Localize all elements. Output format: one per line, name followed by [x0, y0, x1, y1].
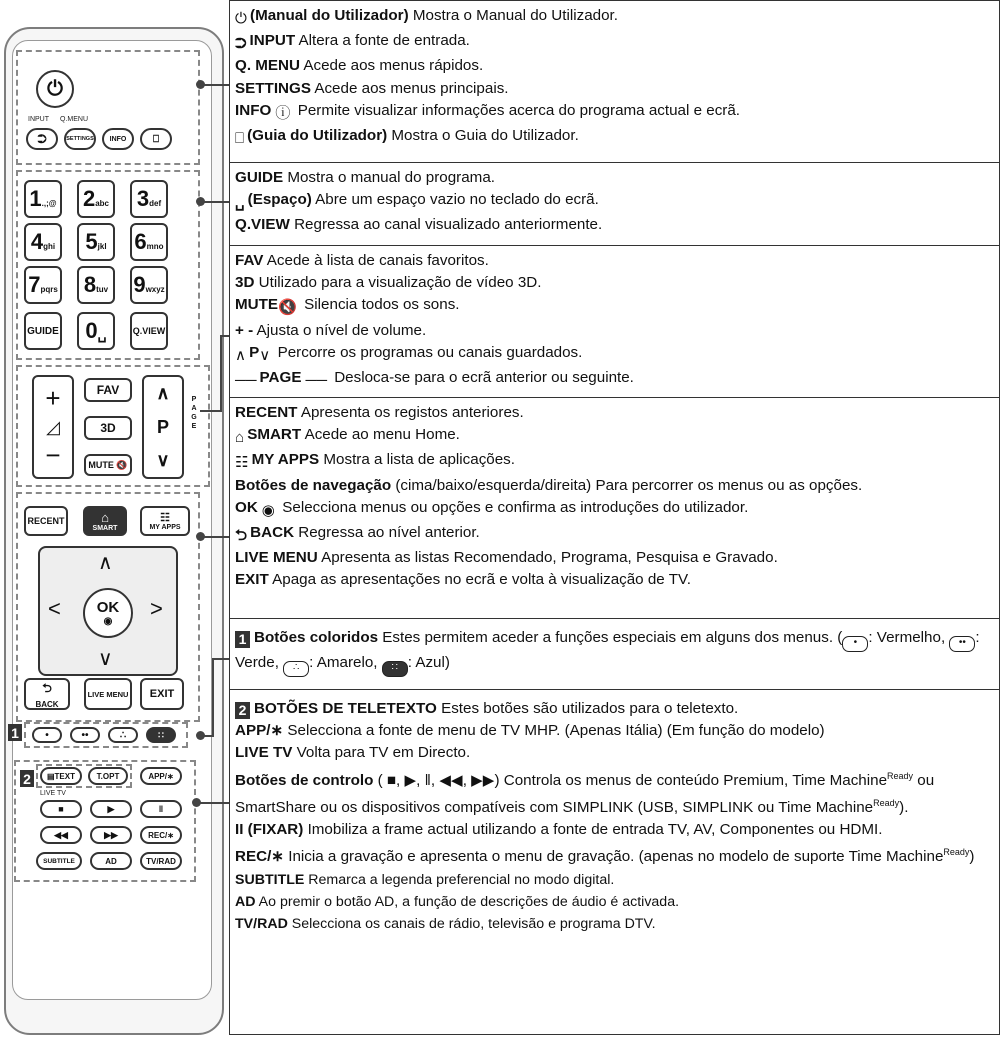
text-button[interactable] — [40, 767, 82, 785]
page-vertical-label: P A G E — [191, 396, 197, 430]
callout-line-5v — [212, 658, 214, 737]
description-panel — [229, 0, 1000, 1035]
number-digit: 7 — [28, 272, 41, 297]
desc-guide: GUIDE Mostra o manual do programa. — [235, 169, 495, 186]
section-power — [230, 1, 999, 162]
number-digit: 8 — [83, 272, 97, 297]
recent-label: RECENT — [27, 516, 65, 526]
remote-illustration — [0, 0, 230, 1037]
tvrad-button[interactable] — [140, 852, 182, 870]
number-key-3[interactable] — [130, 180, 168, 218]
apps-grid-icon: ☷ — [235, 454, 249, 472]
number-letters: ghi — [43, 242, 56, 251]
ok-dot-icon: ◉ — [103, 616, 113, 627]
space-icon: ␣ — [235, 194, 245, 212]
back-button[interactable] — [24, 678, 70, 710]
ok-button[interactable] — [83, 588, 133, 638]
myapps-button[interactable] — [140, 506, 190, 536]
volume-wedge-icon: ◿ — [46, 416, 60, 437]
3d-icon: 3D — [235, 274, 255, 292]
page-right-icon: ── — [305, 372, 327, 390]
desc-info: INFO ⓘ Permite visualizar informações acerca do programa actual e ecrã. — [235, 100, 999, 125]
desc-tvrad: TV/RAD Selecciona os canais de rádio, televisão e programa DTV. — [235, 916, 656, 933]
desc-teletext: 2 BOTÕES DE TELETEXTO Estes botões são utilizados para o teletexto. — [235, 698, 999, 720]
ok-label: OK — [96, 599, 120, 616]
desc-qmenu: Q. MENU Acede aos menus rápidos. — [235, 57, 484, 75]
desc-input: ⮊ INPUT Altera a fonte de entrada. — [235, 30, 999, 55]
desc-smart: ⌂ SMART Acede ao menu Home. — [235, 424, 999, 449]
home-icon: ⌂ — [101, 510, 109, 525]
power-icon: ⏻ — [235, 10, 248, 27]
caret-up-icon: ∧ — [235, 346, 247, 364]
yellow-button[interactable]: ∴ — [108, 727, 138, 743]
input-label: INPUT — [28, 116, 49, 123]
subtitle-button[interactable] — [36, 852, 82, 870]
desc-navigation: Botões de navegação (cima/baixo/esquerda/direita) Para percorrer os menus ou as opções. — [235, 476, 863, 494]
number-key-6[interactable] — [130, 223, 168, 261]
desc-volume: + - Ajusta o nível de volume. — [235, 321, 427, 339]
app-button[interactable] — [140, 767, 182, 785]
desc-power: ⏻ (Manual do Utilizador) Mostra o Manual do Utilizador. — [235, 5, 999, 30]
qview-label: Q.VIEW — [132, 326, 166, 336]
channel-p-label: P — [156, 416, 169, 437]
input-icon: ⮊ — [235, 35, 247, 53]
desc-livemenu: LIVE MENU Apresenta as listas Recomendado, Programa, Pesquisa e Gravado. — [235, 549, 778, 567]
section-teletext — [230, 689, 999, 1035]
volume-down-icon: − — [45, 440, 61, 470]
guide-label: GUIDE — [27, 325, 59, 337]
exit-label: EXIT — [149, 688, 175, 700]
rec-button[interactable] — [140, 826, 182, 844]
smart-label: SMART — [92, 525, 118, 532]
desc-ad: AD Ao premir o botão AD, a função de descrições de áudio é activada. — [235, 893, 680, 910]
number-digit: 4 — [30, 229, 44, 254]
recent-button[interactable] — [24, 506, 68, 536]
number-letters: pqrs — [40, 285, 58, 294]
number-key-7[interactable] — [24, 266, 62, 304]
section-navigation — [230, 397, 999, 618]
callout-line-3h — [200, 410, 222, 412]
tvrad-label: TV/RAD — [146, 856, 176, 866]
ad-button[interactable] — [90, 852, 132, 870]
settings-button[interactable] — [64, 128, 96, 150]
section-numbers — [230, 162, 999, 245]
nav-up-icon[interactable]: ∧ — [98, 552, 113, 574]
desc-back: ⮌ BACK Regressa ao nível anterior. — [235, 522, 999, 547]
input-button[interactable]: ⮊ — [26, 128, 58, 150]
number-letters: wxyz — [145, 285, 165, 294]
desc-exit: EXIT Apaga as apresentações no ecrã e volta à visualização de TV. — [235, 571, 691, 589]
play-button[interactable]: ▶ — [90, 800, 132, 818]
red-button-icon: • — [842, 636, 868, 652]
desc-mute: MUTE🔇 Silencia todos os sons. — [235, 294, 999, 319]
guide-button[interactable] — [24, 312, 62, 350]
desc-myapps: ☷ MY APPS Mostra a lista de aplicações. — [235, 449, 999, 474]
number-key-4[interactable] — [24, 223, 62, 261]
info-label: INFO — [109, 135, 127, 143]
section-volume — [230, 245, 999, 397]
desc-recent: RECENT Apresenta os registos anteriores. — [235, 404, 524, 421]
back-arrow-icon: ⮌ — [235, 527, 248, 545]
number-letters: def — [149, 199, 162, 208]
topt-label: T.OPT — [96, 771, 120, 781]
pause-button[interactable]: ‖ — [140, 800, 182, 818]
info-button[interactable] — [102, 128, 134, 150]
3d-label: 3D — [100, 421, 116, 435]
rec-label: REC/∗ — [148, 830, 174, 840]
number-key-5[interactable] — [77, 223, 115, 261]
channel-down-icon: ∨ — [156, 450, 170, 470]
home-icon: ⌂ — [235, 429, 245, 447]
desc-rec: REC/∗ Inicia a gravação e apresenta o menu de gravação. (apenas no modelo de suporte Time Machine$^{Ready}$) — [235, 847, 975, 866]
section-color-buttons — [230, 618, 999, 689]
number-digit: 9 — [133, 272, 146, 297]
nav-down-icon[interactable]: ∨ — [98, 648, 113, 670]
desc-control: Botões de controlo ( ■, ▶, ‖, ◀◀, ▶▶) Controla os menus de conteúdo Premium, Time Machine$^{Ready}$ ou SmartShare ou os dispositivos compatíveis com SIMPLINK (USB, SIMPLINK ou Time Machine$^{Ready}$). — [235, 770, 935, 816]
yellow-button-icon: ∴ — [283, 661, 309, 677]
desc-settings: SETTINGS Acede aos menus principais. — [235, 79, 509, 97]
number-letters: jkl — [97, 242, 107, 251]
livetv-label: LIVE TV — [40, 790, 66, 797]
desc-subtitle: SUBTITLE Remarca a legenda preferencial no modo digital. — [235, 871, 615, 888]
mute-icon: 🔇 — [278, 299, 297, 317]
mute-label: MUTE — [88, 460, 114, 470]
subtitle-label: SUBTITLE — [43, 857, 75, 865]
desc-fav: FAV Acede à lista de canais favoritos. — [235, 252, 489, 269]
forward-button[interactable]: ▶▶ — [90, 826, 132, 844]
callout-line-5t — [212, 658, 230, 660]
blue-button-icon: ∷ — [382, 661, 408, 677]
number-digit: 2 — [82, 186, 96, 211]
teletext-icon: ▤ — [46, 771, 55, 781]
number-digit: 1 — [29, 186, 42, 211]
number-key-1[interactable] — [24, 180, 62, 218]
number-digit: 3 — [136, 186, 150, 211]
mute-button[interactable]: MUTE 🔇 — [84, 454, 132, 476]
settings-label: SETTINGS — [66, 136, 94, 142]
livemenu-button[interactable] — [84, 678, 132, 710]
caret-down-icon: ∨ — [259, 346, 271, 364]
desc-guide-user: ⎕ (Guia do Utilizador) Mostra o Guia do Utilizador. — [235, 125, 999, 150]
fav-label: FAV — [96, 383, 120, 397]
number-digit: 5 — [85, 229, 98, 254]
desc-freeze: II (FIXAR) Imobiliza a frame actual utilizando a fonte de entrada TV, AV, Componentes ou HDMI. — [235, 821, 883, 839]
marker-2: 2 — [20, 770, 34, 787]
callout-line-1 — [204, 84, 230, 86]
desc-colors: 1 Botões coloridos Estes permitem aceder a funções especiais em alguns dos menus. ( • : Vermelho, •• : Verde, ∴ : Amarelo, ∷ : Azul) — [235, 623, 995, 677]
qview-button[interactable] — [130, 312, 168, 350]
myapps-label: MY APPS — [149, 524, 181, 531]
blue-button[interactable]: ∷ — [146, 727, 176, 743]
zero-label: 0 — [85, 318, 98, 343]
3d-button[interactable] — [84, 416, 132, 440]
desc-space: ␣ (Espaço) Abre um espaço vazio no teclado do ecrã. — [235, 189, 999, 214]
desc-qview: Q.VIEW Regressa ao canal visualizado anteriormente. — [235, 216, 603, 234]
book-icon: ⎕ — [235, 130, 245, 148]
marker-2-badge: 2 — [235, 702, 250, 719]
number-key-9[interactable] — [130, 266, 168, 304]
number-letters: mno — [146, 242, 164, 251]
rewind-button[interactable]: ◀◀ — [40, 826, 82, 844]
marker-1-badge: 1 — [235, 631, 250, 648]
number-digit: 6 — [134, 229, 147, 254]
callout-line-4 — [204, 536, 230, 538]
red-button[interactable]: • — [32, 727, 62, 743]
user-guide-button[interactable]: ⎕ — [140, 128, 172, 150]
volume-up-icon: + — [45, 383, 61, 413]
apps-grid-icon: ☷ — [160, 512, 170, 524]
livemenu-label: LIVE MENU — [87, 689, 129, 699]
smart-button[interactable] — [83, 506, 127, 536]
callout-line-2 — [204, 201, 230, 203]
volume-rocker[interactable] — [32, 375, 74, 479]
number-letters: tuv — [96, 285, 109, 294]
zero-space-button[interactable]: 0 ␣ — [77, 312, 115, 350]
desc-channel: ∧ P∨ Percorre os programas ou canais guardados. — [235, 342, 999, 367]
stop-button[interactable]: ■ — [40, 800, 82, 818]
green-button[interactable]: •• — [70, 727, 100, 743]
number-letters: abc — [95, 199, 110, 208]
page-left-icon: ── — [235, 372, 257, 390]
number-letters: .,;@ — [41, 199, 57, 208]
callout-line-6 — [200, 802, 230, 804]
callout-line-3v — [220, 335, 222, 411]
app-label: APP/∗ — [148, 771, 174, 781]
back-label: BACK — [35, 700, 59, 709]
desc-livetv: LIVE TV Volta para TV em Directo. — [235, 744, 471, 762]
exit-button[interactable] — [140, 678, 184, 710]
info-icon: ⓘ — [275, 104, 291, 122]
desc-page: ── PAGE ── Desloca-se para o ecrã anterior ou seguinte. — [235, 367, 999, 392]
power-button[interactable]: ⏻ — [36, 70, 74, 108]
fav-button[interactable] — [84, 378, 132, 402]
back-arrow-icon: ⮌ — [42, 681, 52, 695]
nav-left-icon[interactable]: < — [48, 596, 61, 621]
number-key-2[interactable] — [77, 180, 115, 218]
marker-1: 1 — [8, 724, 22, 741]
desc-ok: OK ◉ Selecciona menus ou opções e confirma as introduções do utilizador. — [235, 497, 999, 522]
ad-label: AD — [105, 856, 117, 866]
topt-button[interactable] — [88, 767, 128, 785]
number-key-8[interactable] — [77, 266, 115, 304]
nav-right-icon[interactable]: > — [150, 596, 163, 621]
ok-dot-icon: ◉ — [261, 501, 276, 519]
channel-rocker[interactable] — [142, 375, 184, 479]
green-button-icon: •• — [949, 636, 975, 652]
desc-3d: 3D Utilizado para a visualização de vídeo 3D. — [235, 274, 542, 292]
channel-up-icon: ∧ — [156, 383, 170, 403]
desc-app: APP/∗ Selecciona a fonte de menu de TV MHP. (Apenas Itália) (Em função do modelo) — [235, 722, 825, 740]
text-label: TEXT — [54, 771, 75, 781]
qmenu-label: Q.MENU — [60, 116, 88, 123]
